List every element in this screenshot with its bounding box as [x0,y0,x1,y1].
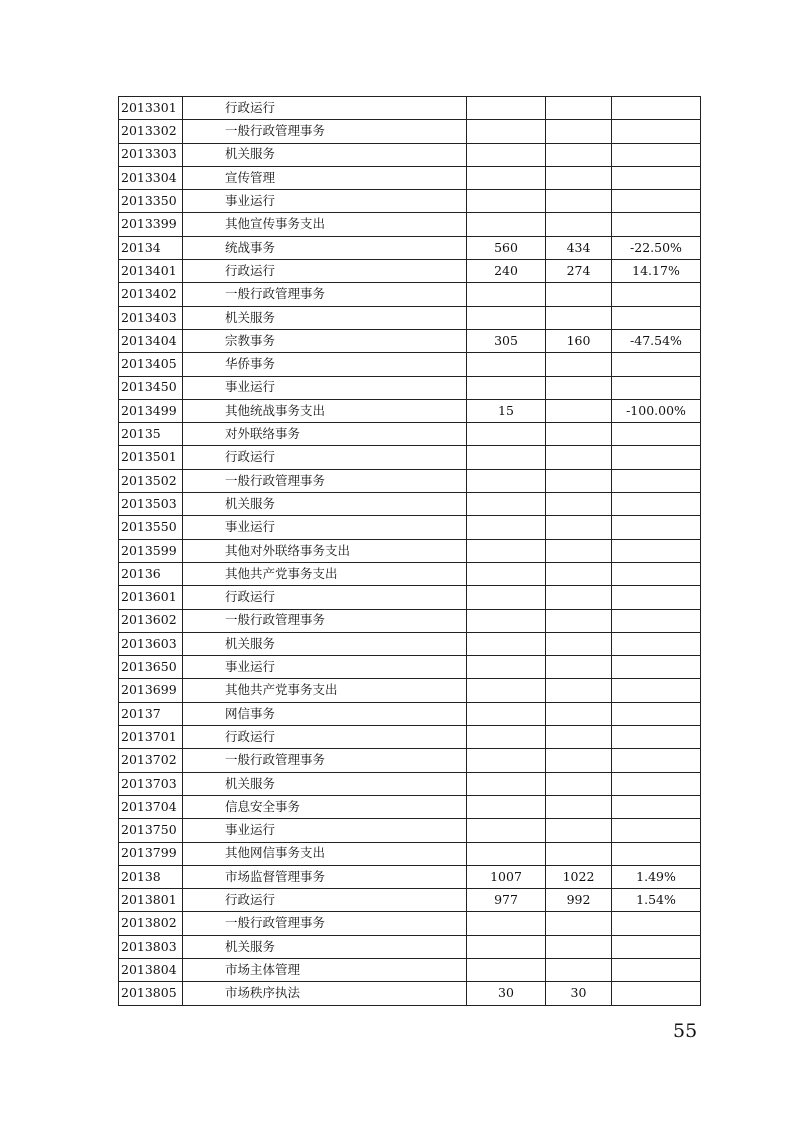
subject-name-cell: 事业运行 [183,516,467,539]
prior-value-cell [467,423,546,446]
current-value-cell: 434 [546,236,612,259]
subject-name-cell: 网信事务 [183,702,467,725]
change-percent-cell [612,446,701,469]
table-row [119,935,701,958]
prior-value-cell [467,120,546,143]
change-percent-cell: 1.49% [612,865,701,888]
change-percent-cell [612,516,701,539]
subject-name-cell: 信息安全事务 [183,795,467,818]
prior-value-cell [467,749,546,772]
subject-name-cell: 其他统战事务支出 [183,399,467,422]
subject-code-cell: 20134 [119,236,183,259]
change-percent-cell [612,795,701,818]
prior-value-cell [467,376,546,399]
subject-code-cell: 2013302 [119,120,183,143]
change-percent-cell [612,958,701,981]
table-row [119,819,701,842]
subject-code-cell: 2013399 [119,213,183,236]
subject-name-cell: 一般行政管理事务 [183,283,467,306]
table-row [119,958,701,981]
subject-code-cell: 2013804 [119,958,183,981]
subject-name-cell: 其他共产党事务支出 [183,679,467,702]
prior-value-cell [467,516,546,539]
current-value-cell [546,749,612,772]
subject-code-cell: 2013405 [119,353,183,376]
table-row [119,562,701,585]
prior-value-cell [467,213,546,236]
current-value-cell [546,632,612,655]
prior-value-cell: 240 [467,260,546,283]
subject-name-cell: 事业运行 [183,819,467,842]
table-row [119,97,701,120]
subject-code-cell: 2013602 [119,609,183,632]
prior-value-cell [467,819,546,842]
prior-value-cell [467,632,546,655]
current-value-cell [546,702,612,725]
subject-code-cell: 2013450 [119,376,183,399]
subject-code-cell: 2013503 [119,493,183,516]
current-value-cell [546,586,612,609]
subject-name-cell: 事业运行 [183,376,467,399]
prior-value-cell [467,283,546,306]
subject-code-cell: 2013702 [119,749,183,772]
change-percent-cell [612,935,701,958]
current-value-cell [546,656,612,679]
change-percent-cell [612,469,701,492]
subject-name-cell: 事业运行 [183,190,467,213]
subject-name-cell: 市场监督管理事务 [183,865,467,888]
subject-name-cell: 对外联络事务 [183,423,467,446]
subject-code-cell: 2013499 [119,399,183,422]
current-value-cell [546,679,612,702]
prior-value-cell [467,958,546,981]
prior-value-cell [467,97,546,120]
change-percent-cell [612,423,701,446]
change-percent-cell [612,213,701,236]
current-value-cell [546,376,612,399]
prior-value-cell [467,912,546,935]
current-value-cell [546,935,612,958]
prior-value-cell: 15 [467,399,546,422]
table-row [119,516,701,539]
subject-code-cell: 2013802 [119,912,183,935]
current-value-cell [546,353,612,376]
current-value-cell [546,958,612,981]
subject-name-cell: 市场主体管理 [183,958,467,981]
table-row [119,446,701,469]
subject-name-cell: 统战事务 [183,236,467,259]
table-row [119,306,701,329]
subject-code-cell: 2013650 [119,656,183,679]
prior-value-cell [467,143,546,166]
change-percent-cell: -100.00% [612,399,701,422]
table-row [119,190,701,213]
subject-code-cell: 20136 [119,562,183,585]
current-value-cell [546,143,612,166]
prior-value-cell [467,562,546,585]
subject-code-cell: 2013599 [119,539,183,562]
subject-code-cell: 2013699 [119,679,183,702]
prior-value-cell [467,726,546,749]
table-row [119,749,701,772]
current-value-cell [546,795,612,818]
prior-value-cell [467,772,546,795]
subject-code-cell: 2013301 [119,97,183,120]
prior-value-cell: 1007 [467,865,546,888]
subject-name-cell: 机关服务 [183,306,467,329]
table-row [119,586,701,609]
current-value-cell [546,283,612,306]
subject-name-cell: 一般行政管理事务 [183,912,467,935]
prior-value-cell [467,166,546,189]
subject-code-cell: 2013803 [119,935,183,958]
change-percent-cell [612,609,701,632]
subject-name-cell: 机关服务 [183,493,467,516]
change-percent-cell [612,306,701,329]
change-percent-cell: 1.54% [612,889,701,912]
prior-value-cell [467,306,546,329]
table-row [119,795,701,818]
change-percent-cell [612,353,701,376]
prior-value-cell [467,609,546,632]
current-value-cell [546,213,612,236]
subject-name-cell: 机关服务 [183,772,467,795]
subject-code-cell: 2013502 [119,469,183,492]
prior-value-cell [467,842,546,865]
current-value-cell [546,562,612,585]
change-percent-cell [612,539,701,562]
current-value-cell [546,166,612,189]
table-row [119,982,701,1005]
current-value-cell: 274 [546,260,612,283]
table-row [119,143,701,166]
subject-code-cell: 20135 [119,423,183,446]
table-row [119,679,701,702]
current-value-cell [546,609,612,632]
change-percent-cell [612,120,701,143]
table-row [119,353,701,376]
table-row [119,772,701,795]
prior-value-cell: 305 [467,329,546,352]
subject-code-cell: 2013403 [119,306,183,329]
change-percent-cell: -22.50% [612,236,701,259]
subject-code-cell: 2013801 [119,889,183,912]
subject-name-cell: 行政运行 [183,889,467,912]
table-row [119,842,701,865]
current-value-cell [546,120,612,143]
current-value-cell [546,469,612,492]
prior-value-cell: 30 [467,982,546,1005]
table-row [119,702,701,725]
subject-name-cell: 市场秩序执法 [183,982,467,1005]
table-row [119,726,701,749]
subject-code-cell: 2013603 [119,632,183,655]
subject-code-cell: 20137 [119,702,183,725]
page-number: 55 [673,1020,698,1042]
prior-value-cell [467,190,546,213]
change-percent-cell [612,493,701,516]
change-percent-cell [612,842,701,865]
current-value-cell [546,516,612,539]
subject-code-cell: 2013303 [119,143,183,166]
change-percent-cell [612,562,701,585]
subject-code-cell: 2013404 [119,329,183,352]
table-row [119,236,701,259]
current-value-cell [546,772,612,795]
current-value-cell: 160 [546,329,612,352]
change-percent-cell [612,912,701,935]
subject-code-cell: 20138 [119,865,183,888]
subject-code-cell: 2013550 [119,516,183,539]
subject-code-cell: 2013350 [119,190,183,213]
prior-value-cell [467,469,546,492]
subject-code-cell: 2013401 [119,260,183,283]
subject-name-cell: 行政运行 [183,260,467,283]
subject-code-cell: 2013402 [119,283,183,306]
table-row [119,609,701,632]
current-value-cell [546,446,612,469]
subject-name-cell: 机关服务 [183,935,467,958]
change-percent-cell [612,376,701,399]
subject-name-cell: 其他共产党事务支出 [183,562,467,585]
subject-name-cell: 一般行政管理事务 [183,469,467,492]
budget-table [118,96,701,1006]
table-row [119,865,701,888]
subject-name-cell: 宣传管理 [183,166,467,189]
subject-code-cell: 2013805 [119,982,183,1005]
table-row [119,213,701,236]
prior-value-cell [467,702,546,725]
subject-name-cell: 一般行政管理事务 [183,120,467,143]
table-row [119,493,701,516]
change-percent-cell [612,166,701,189]
subject-name-cell: 其他宣传事务支出 [183,213,467,236]
change-percent-cell [612,586,701,609]
table-row [119,260,701,283]
current-value-cell [546,819,612,842]
change-percent-cell [612,982,701,1005]
subject-code-cell: 2013701 [119,726,183,749]
change-percent-cell [612,749,701,772]
current-value-cell [546,97,612,120]
subject-name-cell: 行政运行 [183,97,467,120]
table-row [119,166,701,189]
current-value-cell [546,190,612,213]
table-row [119,376,701,399]
subject-code-cell: 2013703 [119,772,183,795]
table-row [119,329,701,352]
current-value-cell [546,423,612,446]
prior-value-cell: 560 [467,236,546,259]
change-percent-cell [612,283,701,306]
table-row [119,889,701,912]
table-body [119,97,701,1006]
prior-value-cell: 977 [467,889,546,912]
table-row [119,912,701,935]
prior-value-cell [467,353,546,376]
change-percent-cell [612,772,701,795]
prior-value-cell [467,586,546,609]
prior-value-cell [467,935,546,958]
current-value-cell [546,726,612,749]
table-row [119,120,701,143]
change-percent-cell [612,190,701,213]
subject-name-cell: 其他对外联络事务支出 [183,539,467,562]
change-percent-cell [612,726,701,749]
current-value-cell: 30 [546,982,612,1005]
subject-name-cell: 行政运行 [183,586,467,609]
change-percent-cell [612,632,701,655]
current-value-cell: 1022 [546,865,612,888]
prior-value-cell [467,656,546,679]
prior-value-cell [467,493,546,516]
table-row [119,469,701,492]
change-percent-cell: 14.17% [612,260,701,283]
prior-value-cell [467,795,546,818]
change-percent-cell [612,702,701,725]
change-percent-cell: -47.54% [612,329,701,352]
change-percent-cell [612,97,701,120]
prior-value-cell [467,446,546,469]
prior-value-cell [467,679,546,702]
subject-name-cell: 宗教事务 [183,329,467,352]
current-value-cell: 992 [546,889,612,912]
current-value-cell [546,842,612,865]
subject-name-cell: 华侨事务 [183,353,467,376]
table-row [119,399,701,422]
subject-code-cell: 2013501 [119,446,183,469]
prior-value-cell [467,539,546,562]
subject-name-cell: 其他网信事务支出 [183,842,467,865]
table-row [119,539,701,562]
subject-code-cell: 2013704 [119,795,183,818]
subject-code-cell: 2013304 [119,166,183,189]
current-value-cell [546,306,612,329]
subject-name-cell: 一般行政管理事务 [183,749,467,772]
subject-name-cell: 事业运行 [183,656,467,679]
current-value-cell [546,539,612,562]
subject-name-cell: 机关服务 [183,632,467,655]
change-percent-cell [612,819,701,842]
subject-name-cell: 行政运行 [183,726,467,749]
table-row [119,632,701,655]
current-value-cell [546,399,612,422]
change-percent-cell [612,679,701,702]
current-value-cell [546,493,612,516]
change-percent-cell [612,656,701,679]
subject-name-cell: 一般行政管理事务 [183,609,467,632]
table-row [119,283,701,306]
current-value-cell [546,912,612,935]
subject-name-cell: 机关服务 [183,143,467,166]
table-row [119,656,701,679]
subject-code-cell: 2013799 [119,842,183,865]
subject-code-cell: 2013601 [119,586,183,609]
subject-name-cell: 行政运行 [183,446,467,469]
table-row [119,423,701,446]
change-percent-cell [612,143,701,166]
subject-code-cell: 2013750 [119,819,183,842]
